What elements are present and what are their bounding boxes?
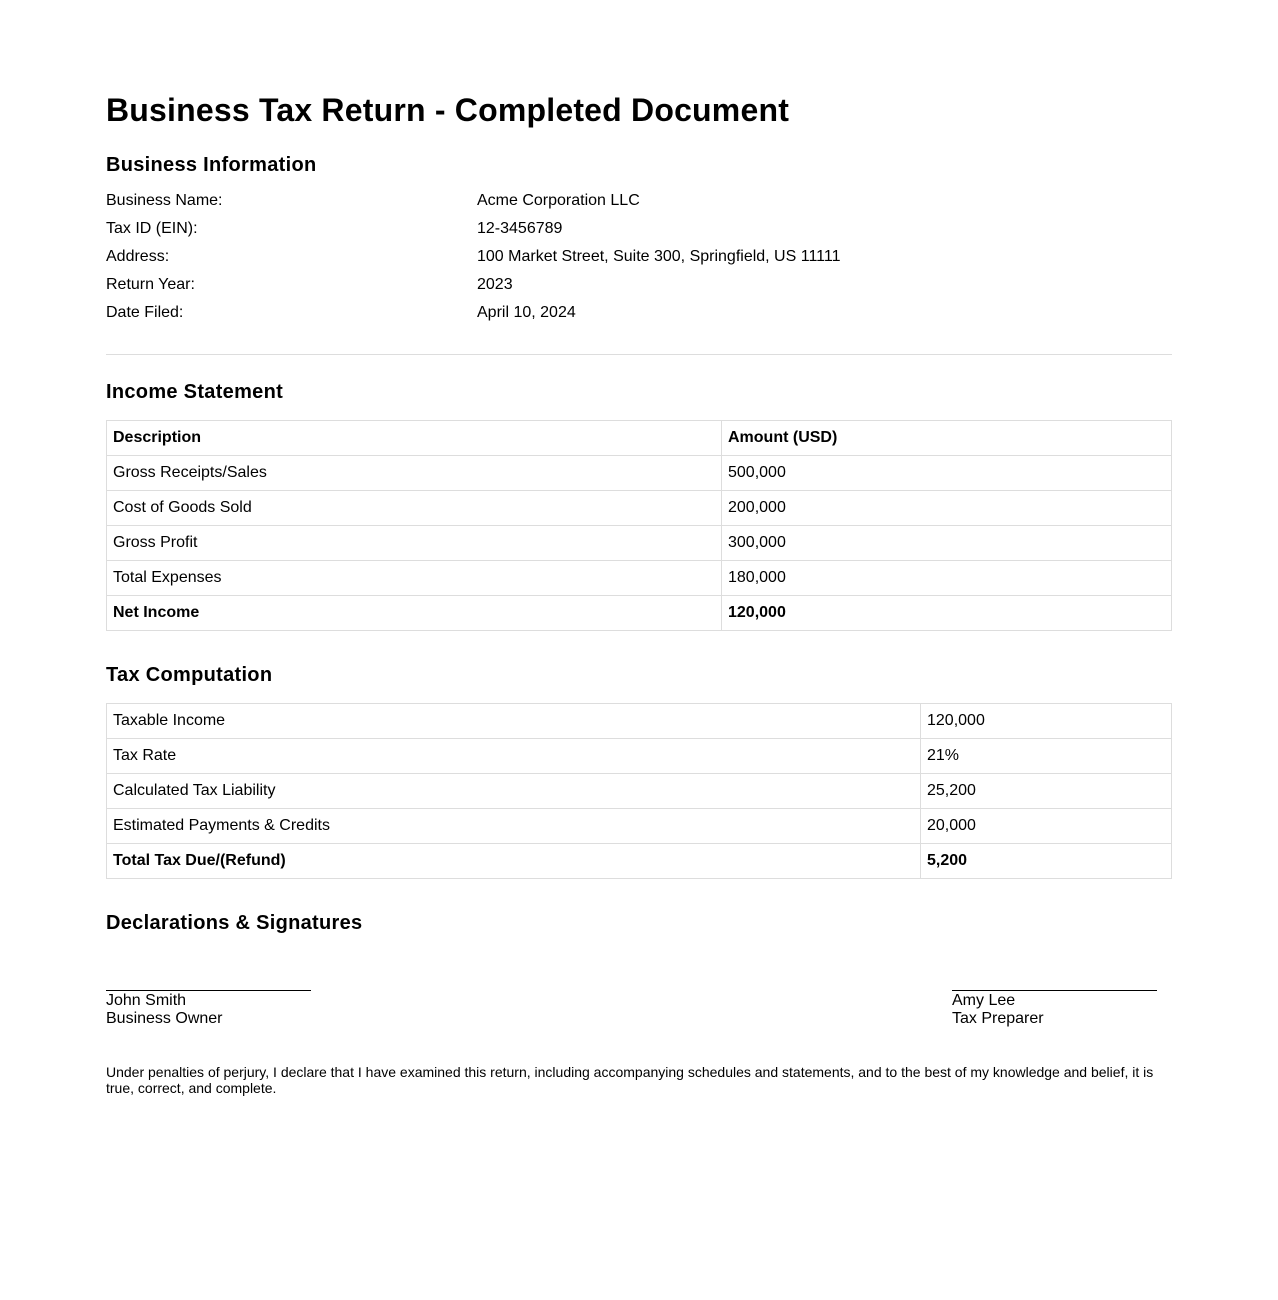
table-row-total-tax-due [107,844,1172,879]
table-row [107,739,1172,774]
info-row-date-filed [106,299,1172,327]
row-description: Total Expenses [107,561,722,596]
info-value: 100 Market Street, Suite 300, Springfield, US 11111 [477,248,841,265]
info-value: 12-3456789 [477,220,563,237]
row-description: Gross Receipts/Sales [107,456,722,491]
table-row [107,491,1172,526]
row-amount: 300,000 [722,526,1172,561]
info-value: 2023 [477,276,513,293]
row-label: Total Tax Due/(Refund) [107,844,921,879]
info-row-return-year [106,271,1172,299]
row-description: Net Income [107,596,722,631]
row-amount: 200,000 [722,491,1172,526]
business-info-heading: Business Information [106,154,317,176]
signature-block-owner [106,990,311,1028]
row-amount: 500,000 [722,456,1172,491]
page-title: Business Tax Return - Completed Document [106,92,790,128]
info-value: April 10, 2024 [477,304,576,321]
row-label: Taxable Income [107,704,921,739]
table-header-row [107,421,1172,456]
signer-role: Tax Preparer [952,1010,1044,1027]
info-label: Date Filed: [106,304,184,321]
row-label: Estimated Payments & Credits [107,809,921,844]
info-label: Tax ID (EIN): [106,220,198,237]
info-value: Acme Corporation LLC [477,192,640,209]
signature-line [106,990,311,991]
row-amount: 180,000 [722,561,1172,596]
perjury-declaration: Under penalties of perjury, I declare that I have examined this return, including accompanying schedules and statements, and to the best of my knowledge and belief, it is true, correct, and complete. [106,1064,1154,1096]
table-row [107,809,1172,844]
row-value: 20,000 [921,809,1172,844]
row-description: Cost of Goods Sold [107,491,722,526]
income-statement-heading: Income Statement [106,381,284,403]
table-row-net-income [107,596,1172,631]
table-row [107,704,1172,739]
signer-role: Business Owner [106,1010,223,1027]
info-label: Return Year: [106,276,195,293]
info-row-tax-id [106,215,1172,243]
row-value: 120,000 [921,704,1172,739]
row-amount: 120,000 [722,596,1172,631]
info-row-address [106,243,1172,271]
signer-name: John Smith [106,992,187,1009]
table-row [107,774,1172,809]
column-header-description: Description [107,421,722,456]
tax-computation-heading: Tax Computation [106,664,273,686]
signer-name: Amy Lee [952,992,1016,1009]
signature-line [952,990,1157,991]
table-row [107,526,1172,561]
tax-computation-table [106,703,1172,879]
declarations-heading: Declarations & Signatures [106,912,363,934]
business-info-list [106,187,1172,327]
table-row [107,561,1172,596]
income-statement-table [106,420,1172,631]
column-header-amount: Amount (USD) [722,421,1172,456]
row-value: 5,200 [921,844,1172,879]
row-description: Gross Profit [107,526,722,561]
row-value: 21% [921,739,1172,774]
info-label: Address: [106,248,170,265]
row-value: 25,200 [921,774,1172,809]
info-row-business-name [106,187,1172,215]
table-row [107,456,1172,491]
row-label: Calculated Tax Liability [107,774,921,809]
info-label: Business Name: [106,192,223,209]
row-label: Tax Rate [107,739,921,774]
section-divider [106,354,1172,355]
signature-block-preparer [952,990,1157,1028]
